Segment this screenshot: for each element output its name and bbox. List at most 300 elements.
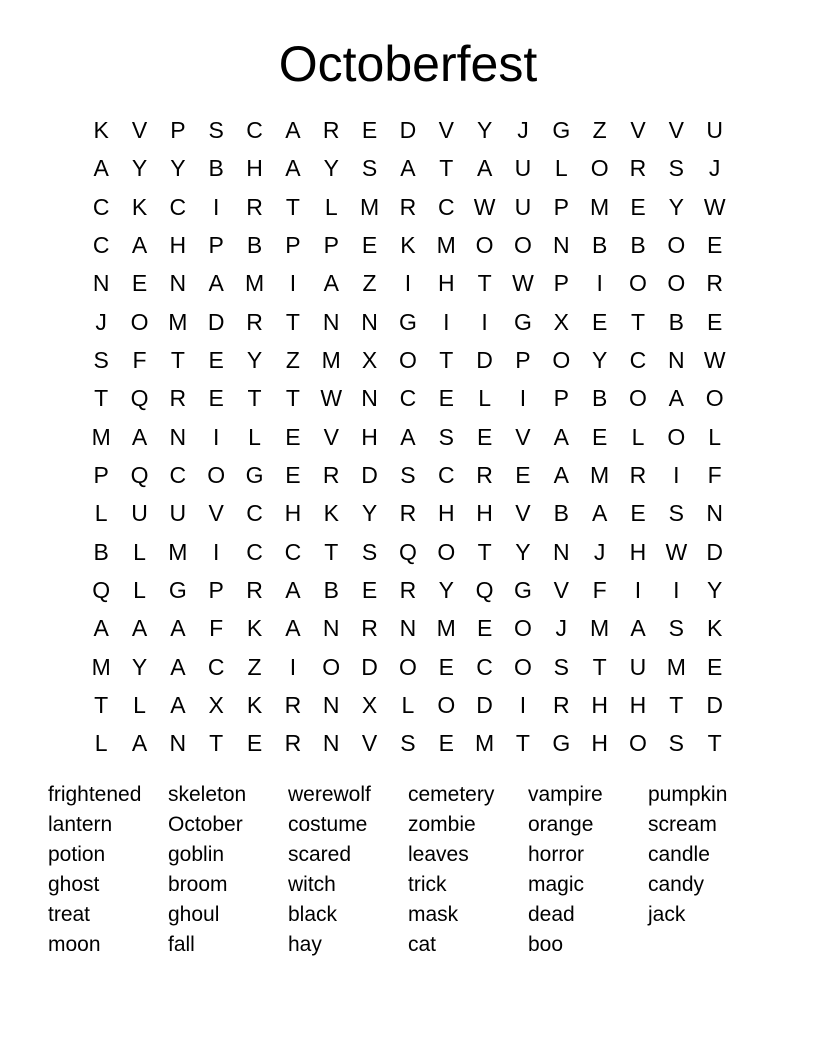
- grid-letter: M: [91, 423, 111, 450]
- grid-letter: S: [361, 538, 378, 565]
- grid-letter: G: [245, 462, 264, 489]
- grid-letter: Y: [170, 155, 186, 182]
- grid-letter: R: [246, 577, 263, 604]
- word-list-item: magic: [528, 873, 585, 896]
- grid-letter: S: [93, 347, 109, 374]
- grid-letter: T: [707, 730, 722, 757]
- grid-letter: U: [131, 500, 148, 527]
- grid-letter: A: [553, 462, 569, 489]
- grid-letter: Y: [707, 577, 723, 604]
- word-list-item: [648, 930, 768, 960]
- word-list-item: vampire: [528, 783, 603, 806]
- grid-letter: O: [667, 423, 686, 450]
- grid-letter: O: [398, 653, 417, 680]
- grid-letter: Z: [592, 117, 607, 144]
- grid-letter: P: [208, 232, 224, 259]
- grid-letter: S: [400, 462, 416, 489]
- grid-letter: G: [552, 117, 571, 144]
- word-list-item: skeleton: [168, 783, 247, 806]
- grid-letter: F: [707, 462, 722, 489]
- grid-letter: Y: [591, 347, 608, 374]
- grid-letter: D: [476, 347, 493, 374]
- grid-letter: U: [169, 500, 187, 527]
- grid-letter: L: [554, 155, 568, 182]
- grid-letter: O: [514, 653, 532, 680]
- grid-letter: N: [322, 308, 340, 335]
- grid-letter: P: [515, 347, 531, 374]
- grid-letter: Q: [475, 577, 494, 604]
- grid-letter: O: [437, 538, 456, 565]
- grid-letter: D: [706, 692, 723, 719]
- grid-letter: L: [478, 385, 491, 412]
- grid-letter: D: [399, 117, 417, 144]
- grid-letter: L: [94, 500, 108, 527]
- word-list-item: cat: [408, 933, 437, 956]
- word-list-item: fall: [168, 933, 195, 956]
- grid-letter: C: [437, 193, 455, 220]
- word-list-item: pumpkin: [648, 783, 728, 806]
- grid-letter: M: [590, 615, 610, 642]
- grid-row: [82, 188, 738, 226]
- grid-letter: U: [514, 155, 532, 182]
- grid-letter: Y: [476, 117, 493, 144]
- grid-letter: L: [133, 692, 146, 719]
- grid-letter: Q: [130, 462, 149, 489]
- grid-letter: A: [285, 117, 301, 144]
- grid-letter: Z: [285, 347, 300, 374]
- grid-letter: Y: [131, 653, 148, 680]
- grid-letter: D: [361, 462, 378, 489]
- grid-letter: H: [591, 730, 608, 757]
- grid-letter: F: [209, 615, 224, 642]
- grid-letter: H: [437, 500, 455, 527]
- grid-letter: E: [361, 232, 378, 259]
- grid-letter: E: [131, 270, 148, 297]
- grid-letter: C: [437, 462, 455, 489]
- grid-letter: B: [630, 232, 646, 259]
- grid-letter: C: [169, 462, 187, 489]
- grid-letter: O: [322, 653, 341, 680]
- grid-letter: X: [208, 692, 224, 719]
- grid-letter: P: [170, 117, 186, 144]
- grid-letter: P: [208, 577, 224, 604]
- grid-letter: W: [703, 193, 726, 220]
- grid-letter: V: [515, 500, 531, 527]
- grid-letter: T: [94, 692, 109, 719]
- grid-letter: V: [323, 423, 339, 450]
- grid-letter: O: [514, 615, 532, 642]
- grid-letter: E: [285, 462, 301, 489]
- word-list-item: scared: [288, 843, 352, 866]
- grid-letter: J: [555, 615, 568, 642]
- grid-letter: K: [246, 692, 263, 719]
- grid-letter: T: [285, 385, 300, 412]
- grid-letter: R: [552, 692, 570, 719]
- grid-row: [82, 456, 738, 494]
- grid-letter: O: [475, 232, 494, 259]
- grid-letter: A: [170, 615, 186, 642]
- grid-letter: I: [673, 462, 680, 489]
- grid-letter: A: [170, 653, 186, 680]
- grid-letter: R: [246, 308, 263, 335]
- grid-letter: N: [322, 730, 340, 757]
- grid-letter: V: [131, 117, 148, 144]
- word-list-item: trick: [408, 873, 447, 896]
- grid-letter: A: [93, 615, 109, 642]
- grid-letter: O: [552, 347, 571, 374]
- grid-letter: W: [703, 347, 726, 374]
- grid-letter: Y: [246, 347, 263, 374]
- grid-letter: H: [629, 692, 647, 719]
- grid-letter: T: [439, 155, 454, 182]
- grid-letter: I: [596, 270, 603, 297]
- grid-row: [82, 724, 738, 762]
- word-list-item: broom: [168, 873, 228, 896]
- grid-letter: E: [630, 500, 646, 527]
- grid-letter: A: [93, 155, 109, 182]
- grid-letter: K: [323, 500, 339, 527]
- grid-letter: K: [131, 193, 148, 220]
- word-list-item: ghoul: [168, 903, 220, 926]
- grid-letter: O: [667, 270, 686, 297]
- grid-letter: D: [706, 538, 723, 565]
- grid-letter: Y: [361, 500, 378, 527]
- grid-letter: B: [591, 385, 608, 412]
- grid-letter: Y: [438, 577, 454, 604]
- grid-letter: R: [169, 385, 187, 412]
- grid-letter: Z: [247, 653, 262, 680]
- grid-letter: S: [668, 730, 684, 757]
- grid-letter: F: [132, 347, 147, 374]
- grid-letter: N: [552, 538, 570, 565]
- grid-letter: R: [706, 270, 723, 297]
- grid-letter: P: [553, 270, 569, 297]
- grid-letter: L: [133, 538, 146, 565]
- grid-letter: H: [284, 500, 302, 527]
- grid-letter: E: [515, 462, 531, 489]
- grid-letter: R: [399, 577, 417, 604]
- word-list-item: horror: [528, 843, 585, 866]
- grid-row: [82, 494, 738, 532]
- grid-letter: A: [170, 692, 186, 719]
- grid-letter: B: [246, 232, 263, 259]
- grid-letter: C: [92, 232, 110, 259]
- grid-letter: Y: [668, 193, 684, 220]
- grid-letter: G: [398, 308, 417, 335]
- grid-letter: E: [707, 653, 723, 680]
- word-list-item: October: [168, 813, 243, 836]
- grid-letter: E: [438, 653, 454, 680]
- grid-letter: C: [92, 193, 110, 220]
- grid-letter: Y: [323, 155, 339, 182]
- grid-letter: C: [207, 653, 225, 680]
- grid-letter: L: [324, 193, 338, 220]
- grid-letter: V: [208, 500, 224, 527]
- grid-letter: T: [170, 347, 185, 374]
- grid-letter: Y: [515, 538, 531, 565]
- grid-letter: W: [665, 538, 688, 565]
- puzzle-title: Octoberfest: [278, 36, 538, 92]
- grid-letter: T: [630, 308, 646, 335]
- grid-row: [82, 111, 738, 149]
- grid-letter: I: [213, 538, 220, 565]
- grid-letter: J: [593, 538, 606, 565]
- grid-letter: T: [285, 308, 300, 335]
- grid-letter: S: [668, 615, 684, 642]
- grid-letter: A: [400, 423, 416, 450]
- grid-letter: R: [246, 193, 263, 220]
- grid-letter: I: [481, 308, 488, 335]
- word-list-item: candle: [648, 843, 710, 866]
- grid-letter: I: [443, 308, 450, 335]
- grid-letter: C: [246, 500, 263, 527]
- grid-row: [82, 264, 738, 302]
- word-list-item: boo: [528, 933, 564, 956]
- grid-letter: R: [476, 462, 493, 489]
- grid-letter: L: [94, 730, 108, 757]
- grid-row: [82, 418, 738, 456]
- grid-letter: T: [477, 270, 492, 297]
- grid-letter: G: [514, 308, 532, 335]
- word-list-item: black: [288, 903, 338, 926]
- grid-letter: P: [285, 232, 301, 259]
- grid-letter: M: [359, 193, 380, 220]
- grid-letter: U: [514, 193, 532, 220]
- grid-letter: M: [91, 653, 111, 680]
- grid-letter: N: [322, 615, 340, 642]
- grid-letter: O: [629, 270, 647, 297]
- grid-letter: A: [208, 270, 224, 297]
- grid-letter: O: [590, 155, 609, 182]
- grid-letter: N: [361, 385, 378, 412]
- grid-letter: M: [590, 193, 610, 220]
- word-list: [48, 780, 768, 960]
- grid-letter: G: [514, 577, 532, 604]
- grid-letter: E: [285, 423, 301, 450]
- grid-row: [82, 341, 738, 379]
- grid-letter: S: [553, 653, 569, 680]
- grid-letter: H: [629, 538, 647, 565]
- grid-letter: H: [246, 155, 263, 182]
- grid-letter: B: [323, 577, 339, 604]
- grid-letter: M: [168, 538, 188, 565]
- grid-letter: O: [398, 347, 417, 374]
- word-list-item: witch: [288, 873, 336, 896]
- grid-letter: N: [169, 730, 187, 757]
- grid-letter: X: [361, 347, 378, 374]
- word-list-item: moon: [48, 933, 101, 956]
- word-list-item: potion: [48, 843, 106, 866]
- grid-letter: J: [517, 117, 529, 144]
- grid-letter: W: [320, 385, 343, 412]
- grid-letter: A: [668, 385, 684, 412]
- grid-letter: F: [592, 577, 607, 604]
- grid-letter: S: [361, 155, 378, 182]
- grid-letter: D: [361, 653, 378, 680]
- grid-letter: L: [708, 423, 722, 450]
- grid-letter: B: [553, 500, 569, 527]
- grid-letter: L: [133, 577, 146, 604]
- grid-row: [82, 149, 738, 187]
- grid-letter: L: [401, 692, 415, 719]
- word-list-item: candy: [648, 873, 705, 896]
- grid-letter: H: [361, 423, 378, 450]
- grid-letter: N: [322, 692, 340, 719]
- grid-letter: T: [439, 347, 454, 374]
- word-list-item: treat: [48, 903, 91, 926]
- grid-letter: P: [553, 385, 569, 412]
- grid-letter: Q: [92, 577, 111, 604]
- grid-letter: O: [130, 308, 149, 335]
- grid-letter: A: [285, 155, 301, 182]
- grid-letter: V: [361, 730, 378, 757]
- grid-row: [82, 379, 738, 417]
- grid-letter: M: [168, 308, 188, 335]
- grid-letter: M: [244, 270, 265, 297]
- grid-letter: A: [285, 577, 301, 604]
- grid-letter: C: [169, 193, 187, 220]
- grid-letter: R: [284, 692, 302, 719]
- grid-letter: K: [400, 232, 416, 259]
- grid-letter: B: [591, 232, 608, 259]
- grid-letter: I: [289, 270, 297, 297]
- grid-letter: V: [668, 117, 684, 144]
- grid-letter: N: [668, 347, 685, 374]
- grid-letter: T: [209, 730, 224, 757]
- grid-letter: A: [476, 155, 493, 182]
- word-list-item: frightened: [48, 783, 142, 806]
- grid-letter: E: [707, 232, 723, 259]
- grid-letter: C: [629, 347, 647, 374]
- grid-letter: B: [208, 155, 224, 182]
- grid-letter: O: [437, 692, 456, 719]
- grid-letter: Q: [130, 385, 149, 412]
- grid-letter: N: [92, 270, 110, 297]
- grid-letter: I: [519, 692, 527, 719]
- grid-letter: A: [553, 423, 569, 450]
- word-list-item: orange: [528, 813, 594, 836]
- grid-letter: A: [591, 500, 608, 527]
- grid-letter: K: [707, 615, 723, 642]
- grid-letter: B: [93, 538, 109, 565]
- grid-letter: A: [131, 423, 148, 450]
- grid-letter: X: [553, 308, 569, 335]
- grid-letter: R: [629, 155, 647, 182]
- grid-row: [82, 533, 738, 571]
- word-list-item: jack: [648, 903, 686, 926]
- grid-letter: O: [207, 462, 226, 489]
- grid-letter: G: [168, 577, 187, 604]
- grid-letter: T: [669, 692, 684, 719]
- grid-letter: E: [361, 577, 378, 604]
- grid-letter: E: [246, 730, 263, 757]
- word-list-item: dead: [528, 903, 575, 926]
- grid-letter: T: [592, 653, 607, 680]
- grid-letter: C: [399, 385, 417, 412]
- grid-letter: S: [438, 423, 454, 450]
- grid-row: [82, 571, 738, 609]
- grid-letter: R: [629, 462, 647, 489]
- grid-letter: J: [95, 308, 107, 335]
- grid-letter: E: [591, 423, 608, 450]
- grid-letter: J: [708, 155, 721, 182]
- word-list-item: zombie: [408, 813, 476, 836]
- grid-letter: M: [590, 462, 610, 489]
- grid-letter: T: [324, 538, 339, 565]
- grid-letter: S: [668, 155, 684, 182]
- letter-grid: [82, 111, 738, 763]
- word-list-item: mask: [408, 903, 459, 926]
- grid-letter: E: [438, 730, 454, 757]
- word-list-item: lantern: [48, 813, 113, 836]
- grid-letter: I: [634, 577, 642, 604]
- grid-letter: H: [476, 500, 493, 527]
- grid-letter: A: [323, 270, 339, 297]
- grid-letter: T: [477, 538, 492, 565]
- grid-letter: R: [284, 730, 302, 757]
- grid-letter: A: [285, 615, 301, 642]
- grid-letter: Z: [362, 270, 377, 297]
- grid-letter: E: [361, 117, 378, 144]
- grid-letter: K: [246, 615, 263, 642]
- grid-letter: O: [667, 232, 686, 259]
- grid-letter: N: [706, 500, 723, 527]
- word-list-item: goblin: [168, 843, 225, 866]
- grid-letter: C: [476, 653, 493, 680]
- grid-letter: M: [475, 730, 495, 757]
- word-list-item: werewolf: [288, 783, 371, 806]
- grid-letter: S: [668, 500, 684, 527]
- grid-letter: H: [437, 270, 455, 297]
- grid-letter: V: [515, 423, 531, 450]
- grid-letter: I: [289, 653, 297, 680]
- grid-letter: P: [93, 462, 109, 489]
- word-list-item: costume: [288, 813, 368, 836]
- word-list-item: scream: [648, 813, 717, 836]
- grid-letter: A: [131, 232, 148, 259]
- grid-letter: O: [705, 385, 724, 412]
- grid-letter: N: [169, 270, 187, 297]
- grid-letter: N: [552, 232, 570, 259]
- grid-row: [82, 226, 738, 264]
- grid-letter: T: [94, 385, 109, 412]
- grid-row: [82, 686, 738, 724]
- grid-letter: L: [248, 423, 261, 450]
- grid-letter: U: [706, 117, 723, 144]
- grid-letter: D: [207, 308, 225, 335]
- grid-letter: O: [629, 730, 647, 757]
- grid-letter: E: [208, 347, 224, 374]
- grid-letter: P: [323, 232, 339, 259]
- grid-letter: C: [284, 538, 302, 565]
- grid-letter: I: [213, 423, 220, 450]
- grid-letter: O: [514, 232, 532, 259]
- grid-letter: M: [436, 232, 456, 259]
- word-list-item: cemetery: [408, 783, 495, 806]
- grid-letter: W: [473, 193, 496, 220]
- grid-letter: E: [476, 423, 493, 450]
- grid-letter: V: [630, 117, 646, 144]
- grid-letter: N: [169, 423, 187, 450]
- grid-letter: R: [322, 117, 340, 144]
- grid-letter: R: [399, 193, 417, 220]
- grid-letter: E: [208, 385, 224, 412]
- grid-letter: T: [247, 385, 262, 412]
- grid-letter: E: [438, 385, 454, 412]
- grid-letter: E: [707, 308, 723, 335]
- grid-letter: N: [361, 308, 378, 335]
- grid-letter: Q: [398, 538, 417, 565]
